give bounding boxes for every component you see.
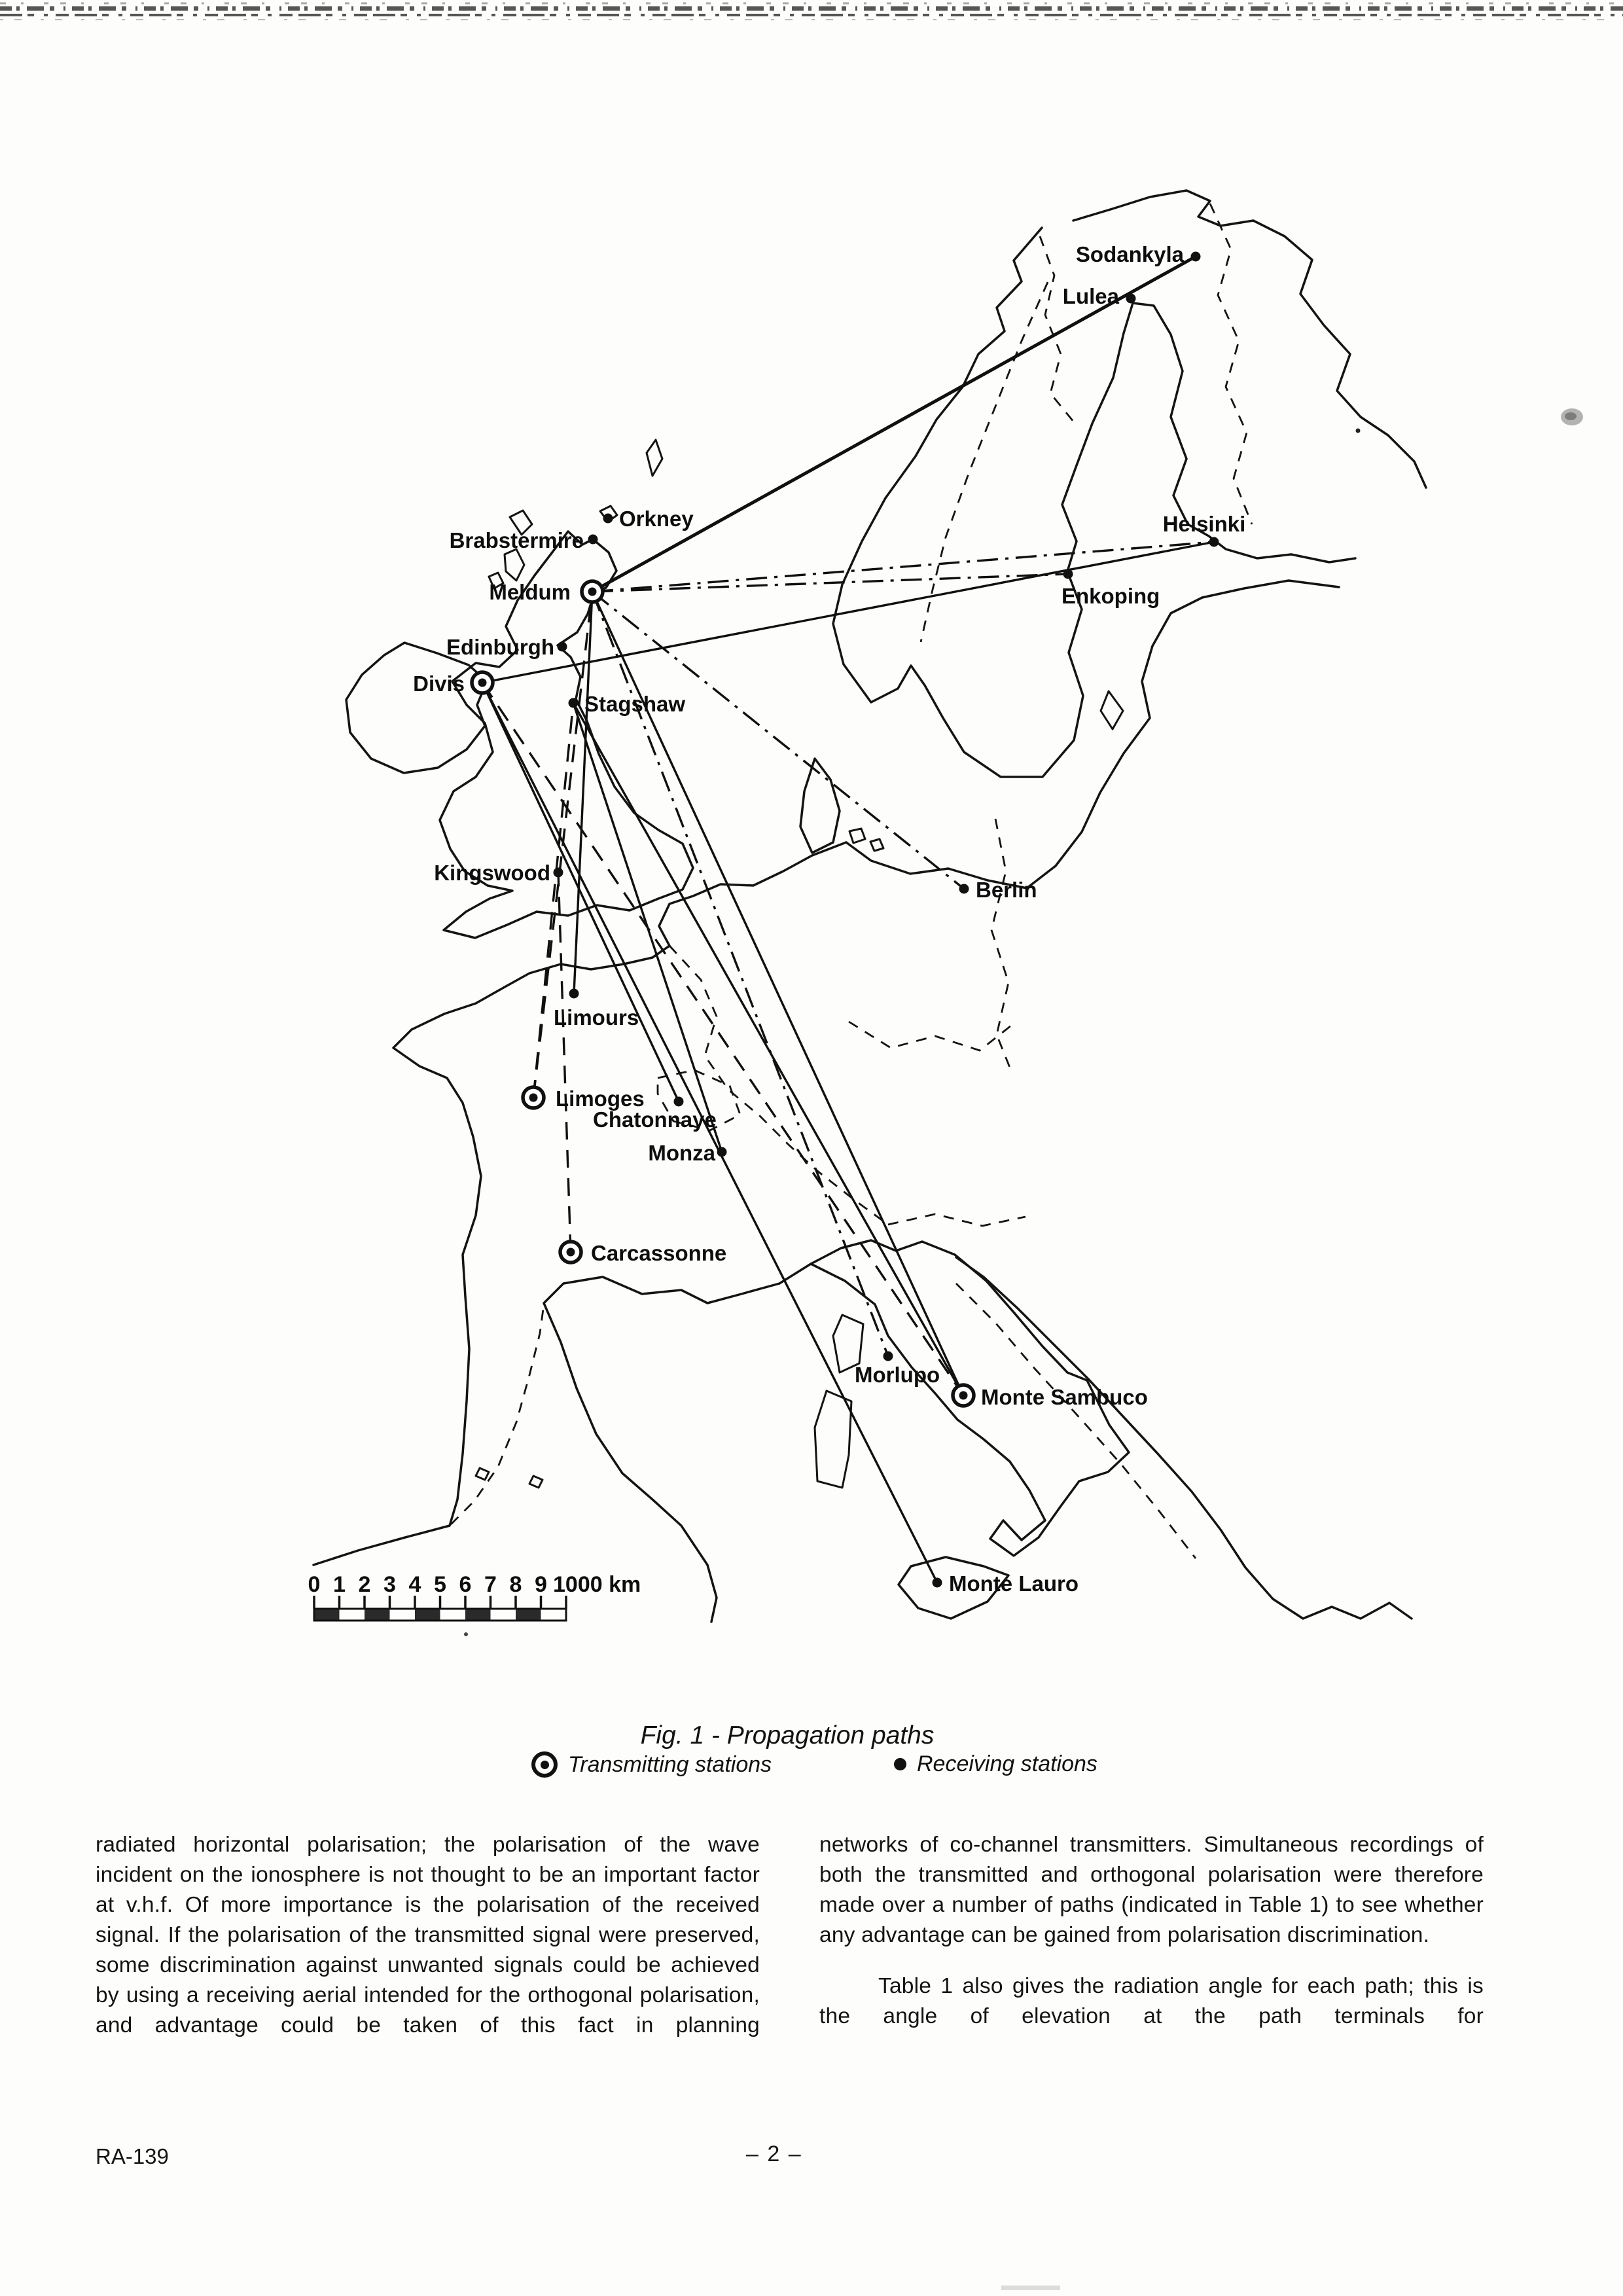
scale-bar-segment-filled bbox=[365, 1609, 390, 1621]
station-berlin bbox=[959, 878, 1037, 902]
receiving-station-icon bbox=[894, 1758, 906, 1770]
island-sardinia bbox=[815, 1391, 851, 1488]
station-label-meldum: Meldum bbox=[489, 580, 571, 604]
scale-tick-label-4: 4 bbox=[408, 1572, 421, 1597]
propagation-paths-layer bbox=[482, 257, 1214, 1583]
station-carcassonne bbox=[560, 1241, 726, 1265]
receiving-station-icon bbox=[569, 698, 579, 708]
station-monte-sambuco bbox=[953, 1385, 1148, 1409]
station-label-helsinki: Helsinki bbox=[1162, 512, 1246, 536]
border-norway-sweden bbox=[921, 282, 1048, 642]
coastline-scandinavia bbox=[833, 228, 1355, 777]
station-morlupo bbox=[855, 1352, 940, 1388]
receiving-station-icon bbox=[603, 514, 613, 524]
receiving-station-icon bbox=[1209, 537, 1219, 547]
coastline-arctic-kola bbox=[1073, 190, 1426, 488]
border-oder bbox=[991, 819, 1012, 1074]
transmitting-station-dot bbox=[588, 588, 597, 596]
transmitting-station-icon bbox=[531, 1751, 558, 1778]
receiving-station-icon bbox=[554, 868, 563, 878]
border-sweden-finland bbox=[1040, 236, 1074, 422]
scale-tick-label-2: 2 bbox=[358, 1572, 371, 1597]
border-finland-russia bbox=[1210, 204, 1252, 524]
transmitting-station-dot bbox=[567, 1248, 575, 1257]
station-sodankyla bbox=[1076, 242, 1201, 266]
legend-receiving-label: Receiving stations bbox=[917, 1751, 1097, 1776]
island-shetland bbox=[647, 440, 662, 476]
path-divis-monte-sambuco bbox=[482, 683, 963, 1395]
station-label-orkney: Orkney bbox=[619, 507, 694, 531]
scale-end-label: 1000 km bbox=[553, 1572, 641, 1597]
scale-tick-label-5: 5 bbox=[434, 1572, 446, 1597]
station-label-chatonnaye: Chatonnaye bbox=[593, 1107, 717, 1132]
transmitting-station-dot bbox=[529, 1094, 538, 1102]
station-label-monte-sambuco: Monte Sambuco bbox=[981, 1385, 1148, 1409]
island-denmark-1 bbox=[849, 829, 865, 843]
station-label-divis: Divis bbox=[413, 672, 465, 696]
islet-spain-1 bbox=[476, 1468, 489, 1480]
scale-tick-label-8: 8 bbox=[509, 1572, 522, 1597]
receiving-station-icon bbox=[883, 1352, 893, 1361]
speck-2 bbox=[464, 1632, 468, 1636]
station-label-enkoping: Enkoping bbox=[1061, 584, 1160, 608]
path-divis-monte-lauro bbox=[482, 683, 937, 1583]
receiving-station-icon bbox=[1191, 252, 1201, 262]
station-label-kingswood: Kingswood bbox=[434, 861, 550, 885]
border-yugoslavia bbox=[956, 1283, 1196, 1558]
scale-bar-segment-filled bbox=[465, 1609, 491, 1621]
scale-bar-segment-filled bbox=[516, 1609, 541, 1621]
coastline-ireland bbox=[346, 643, 487, 773]
station-label-limours: Limours bbox=[554, 1005, 639, 1030]
station-label-carcassonne: Carcassonne bbox=[591, 1241, 727, 1265]
receiving-station-icon bbox=[959, 884, 969, 894]
receiving-station-icon bbox=[1063, 569, 1073, 579]
europe-coastlines bbox=[313, 190, 1426, 1622]
scale-bar bbox=[308, 1572, 641, 1621]
scale-tick-label-3: 3 bbox=[383, 1572, 396, 1597]
path-limoges-stagshaw bbox=[533, 703, 573, 1098]
path-meldum-limours bbox=[574, 592, 592, 994]
country-borders bbox=[451, 204, 1252, 1558]
border-czech bbox=[849, 1022, 1011, 1050]
legend-transmitting bbox=[531, 1751, 772, 1778]
body-text-right-column bbox=[819, 1830, 1484, 2032]
station-enkoping bbox=[1061, 569, 1160, 609]
station-limours bbox=[554, 989, 639, 1030]
island-gotland bbox=[1101, 691, 1123, 729]
speck-1 bbox=[1356, 429, 1361, 433]
coastline-baltic-south bbox=[846, 581, 1339, 888]
station-stagshaw bbox=[569, 692, 686, 716]
station-label-lulea: Lulea bbox=[1062, 284, 1119, 308]
station-brabstermire bbox=[450, 528, 598, 552]
border-austria-hungary bbox=[888, 1214, 1026, 1226]
scale-tick-label-9: 9 bbox=[535, 1572, 547, 1597]
station-helsinki bbox=[1163, 512, 1246, 547]
island-hebrides-2 bbox=[505, 549, 524, 581]
station-label-limoges: Limoges bbox=[556, 1086, 645, 1111]
coastline-balkans-greece bbox=[956, 1257, 1412, 1619]
figure-caption: Fig. 1 - Propagation paths bbox=[640, 1721, 935, 1749]
gray-smudge-core bbox=[1565, 412, 1577, 420]
receiving-station-icon bbox=[933, 1578, 942, 1588]
station-label-edinburgh: Edinburgh bbox=[446, 635, 554, 659]
station-edinburgh bbox=[446, 635, 567, 659]
station-label-monza: Monza bbox=[648, 1141, 715, 1165]
receiving-station-icon bbox=[558, 642, 567, 652]
scale-tick-label-7: 7 bbox=[484, 1572, 497, 1597]
station-label-stagshaw: Stagshaw bbox=[584, 692, 686, 716]
station-label-sodankyla: Sodankyla bbox=[1075, 242, 1184, 266]
page-number: – 2 – bbox=[746, 2142, 802, 2166]
transmitting-station-dot bbox=[959, 1391, 968, 1400]
path-stagshaw-monte-sambuco bbox=[573, 703, 963, 1395]
scale-bar-segment-filled bbox=[314, 1609, 340, 1621]
scan-noise-band bbox=[0, 3, 1623, 20]
legend-transmitting-label: Transmitting stations bbox=[568, 1751, 772, 1777]
right-column-paragraph-1: networks of co-channel transmitters. Simultaneous recordings of both the transmitted and orthogonal polarisation were therefore made over a number of paths (indicated in Table 1) to see whether any advantage can be gained from polarisation discrimination. bbox=[819, 1833, 1484, 1947]
islet-spain-2 bbox=[529, 1476, 543, 1488]
station-label-brabstermire: Brabstermire bbox=[449, 528, 584, 552]
scale-tick-label-1: 1 bbox=[333, 1572, 346, 1597]
coastline-mediterranean-france-spain bbox=[544, 1264, 811, 1622]
right-column-paragraph-2: Table 1 also gives the radiation angle for each path; this is the angle of elevation at the path terminals for bbox=[819, 1974, 1484, 2028]
scale-tick-label-0: 0 bbox=[308, 1572, 321, 1597]
station-label-monte-lauro: Monte Lauro bbox=[949, 1571, 1079, 1596]
document-reference: RA-139 bbox=[96, 2144, 169, 2168]
path-carcassonne-kingswood bbox=[558, 872, 571, 1252]
receiving-station-icon bbox=[674, 1097, 684, 1107]
station-kingswood bbox=[434, 861, 563, 885]
island-denmark-2 bbox=[870, 839, 883, 851]
receiving-station-icon bbox=[717, 1147, 727, 1157]
receiving-station-icon bbox=[1126, 294, 1136, 304]
path-meldum-berlin bbox=[592, 592, 964, 889]
station-monza bbox=[648, 1141, 726, 1165]
receiving-station-icon bbox=[569, 989, 579, 999]
transmitting-station-dot bbox=[478, 679, 487, 687]
border-france-east bbox=[669, 946, 888, 1225]
station-label-morlupo: Morlupo bbox=[855, 1363, 940, 1387]
receiving-station-icon bbox=[588, 535, 598, 545]
station-monte-lauro bbox=[933, 1571, 1079, 1596]
station-meldum bbox=[489, 580, 603, 604]
station-divis bbox=[413, 672, 493, 696]
scale-bar-segment-filled bbox=[415, 1609, 440, 1621]
station-label-berlin: Berlin bbox=[976, 878, 1037, 902]
coastline-continent-west bbox=[313, 842, 846, 1565]
station-orkney bbox=[603, 507, 694, 531]
body-text-left-column: radiated horizontal polarisation; the polarisation of the wave incident on the ionosphere is not thought to be an important factor at v.h.f. Of more importance is the polarisation of the received signal. If the polarisation of the transmitted signal were preserved, some discrimination against unwanted signals could be achieved by using a receiving aerial intended for the orthogonal polarisation, and advantage could be taken of this fact in planning bbox=[96, 1833, 760, 2037]
bottom-smudge bbox=[1001, 2286, 1060, 2290]
scale-tick-label-6: 6 bbox=[459, 1572, 472, 1597]
legend-receiving bbox=[894, 1751, 1097, 1777]
